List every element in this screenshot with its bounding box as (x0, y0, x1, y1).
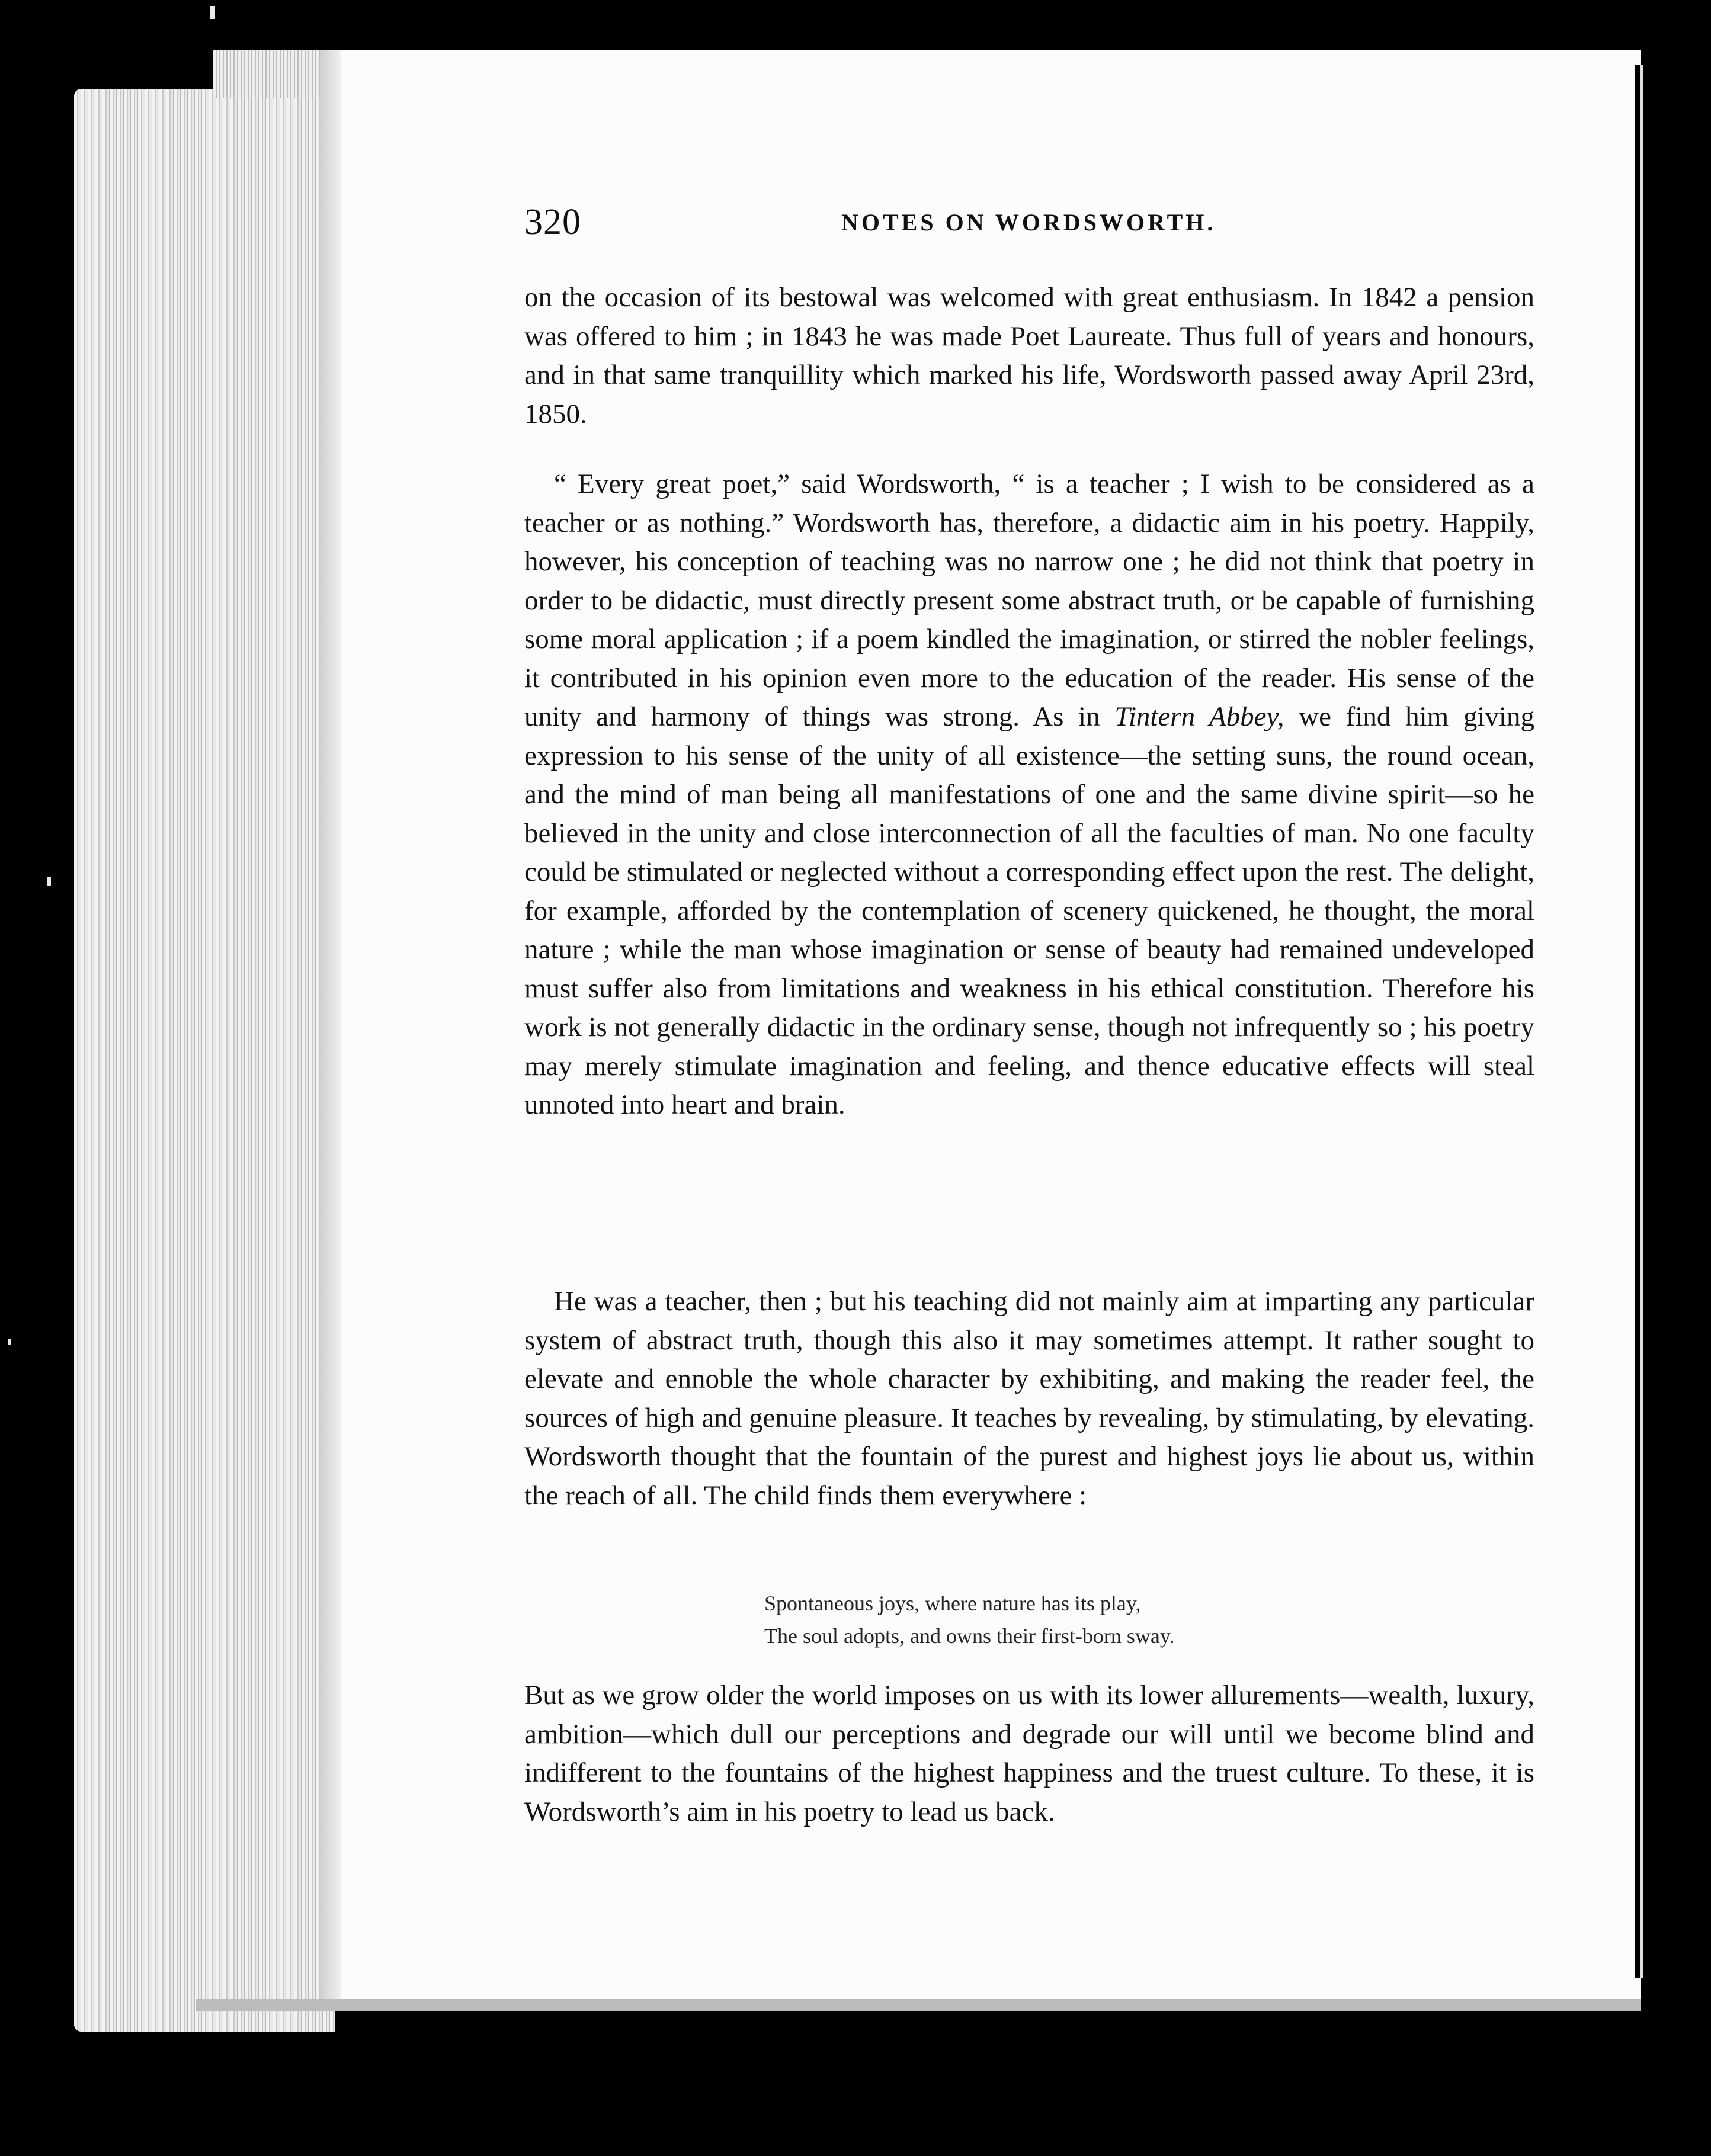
paragraph-2 (524, 465, 1534, 1125)
right-page-edge (1640, 65, 1643, 1978)
bottom-page-edge (196, 1999, 1641, 2011)
page-number: 320 (524, 202, 581, 242)
paragraph-text: He was a teacher, then ; but his teaching did not mainly aim at imparting any particular system of abstract truth, though this also it may sometimes attempt. It rather sought to elevate and ennoble the whole character by exhibiting, and making the reader feel, the sources of high and genuine pleasure. It teaches by revealing, by stimulating, by elevating. Wordsworth thought that the fountain of the purest and highest joys lie about us, within the reach of all. The child finds them everywhere : (524, 1286, 1534, 1511)
scan-speck (8, 1339, 11, 1345)
paragraph-text (524, 465, 1534, 1125)
running-header (524, 201, 1534, 255)
running-title: NOTES ON WORDSWORTH. (841, 209, 1216, 236)
scan-speck (47, 877, 51, 886)
paragraph-3 (524, 1282, 1534, 1515)
verse-quotation (764, 1587, 1357, 1653)
paragraph-1 (524, 278, 1534, 434)
verse-line-1: Spontaneous joys, where nature has its play, (764, 1592, 1141, 1615)
paragraph-4 (524, 1676, 1534, 1831)
verse-line-2: The soul adopts, and owns their first-born sway. (764, 1624, 1175, 1648)
book-page-edges (74, 89, 335, 2032)
paragraph-text: But as we grow older the world imposes on us with its lower allurements—wealth, luxury, ambition—which dull our perceptions and degrade our will until we become blind and indifferent to the fountains of the highest happiness and the truest culture. To these, it is Wordsworth’s aim in his poetry to lead us back. (524, 1680, 1534, 1827)
work-title-italic: Tintern Abbey, (1114, 701, 1284, 732)
paragraph-text-part: “ Every great poet,” said Wordsworth, “ is a teacher ; I wish to be considered as a teacher or as nothing.” Wordsworth has, therefore, a didactic aim in his poetry. Happily, however, his conception of teaching was no narrow one ; he did not think that poetry in order to be didactic, must directly present some abstract truth, or be capable of furnishing some moral application ; if a poem kindled the imagination, or stirred the nobler feelings, it contributed in his opinion even more to the education of the reader. His sense of the unity and harmony of things was strong. As in (524, 469, 1534, 732)
scan-speck (210, 6, 215, 19)
paragraph-text: on the occasion of its bestowal was welcomed with great enthusiasm. In 1842 a pension was offered to him ; in 1843 he was made Poet Laureate. Thus full of years and honours, and in that same tranquillity which marked his life, Wordsworth passed away April 23rd, 1850. (524, 282, 1534, 429)
paragraph-text-part: we find him giving expression to his sense of the unity of all existence—the setting suns, the round ocean, and the mind of man being all manifestations of one and the same divine spirit—so he believed in the unity and close interconnection of all the faculties of man. No one faculty could be stimulated or neglected without a corresponding effect upon the rest. The delight, for example, afforded by the contemplation of scenery quickened, he thought, the moral nature ; while the man whose imagination or sense of beauty had remained undeveloped must suffer also from limitations and weakness in his ethical constitution. Therefore his work is not generally didactic in the ordinary sense, though not infrequently so ; his poetry may merely stimulate imagination and feeling, and thence educative effects will steal unnoted into heart and brain. (524, 701, 1534, 1120)
